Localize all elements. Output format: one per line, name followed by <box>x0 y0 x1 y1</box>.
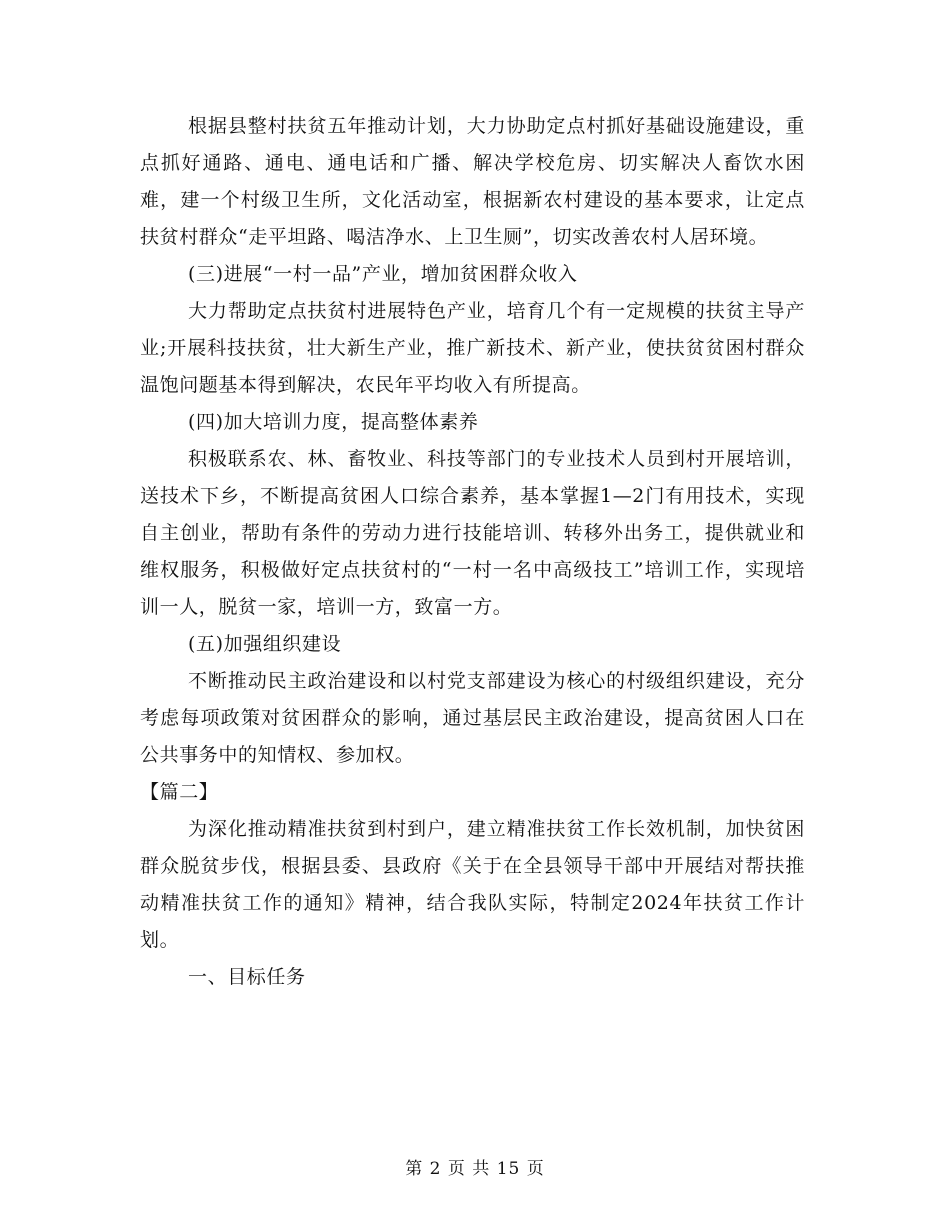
paragraph-plan-intro: 为深化推动精准扶贫到村到户，建立精准扶贫工作长效机制，加快贫困群众脱贫步伐，根据县委、县政府《关于在全县领导干部中开展结对帮扶推动精准扶贫工作的通知》精神，结合我队实际，特制定2024年扶贫工作计划。 <box>140 818 805 951</box>
part-heading-2: 【篇二】 <box>140 781 219 803</box>
paragraph-industry: 大力帮助定点扶贫村进展特色产业，培育几个有一定规模的扶贫主导产业;开展科技扶贫，壮大新生产业，推广新技术、新产业，使扶贫贫困村群众温饱问题基本得到解决，农民年平均收入有所提高。 <box>140 300 805 396</box>
paragraph-infrastructure: 根据县整村扶贫五年推动计划，大力协助定点村抓好基础设施建设，重点抓好通路、通电、通电话和广播、解决学校危房、切实解决人畜饮水困难，建一个村级卫生所，文化活动室，根据新农村建设的基本要求，让定点扶贫村群众“走平坦路、喝洁净水、上卫生厕”，切实改善农村人居环境。 <box>140 115 805 248</box>
document-body <box>140 108 805 996</box>
section-heading-3: (三)进展“一村一品”产业，增加贫困群众收入 <box>188 263 578 285</box>
page-number-footer: 第 2 页 共 15 页 <box>405 1159 545 1179</box>
section-heading-4: (四)加大培训力度，提高整体素养 <box>188 411 479 433</box>
section-heading-5: (五)加强组织建设 <box>188 633 342 655</box>
paragraph-organization: 不断推动民主政治建设和以村党支部建设为核心的村级组织建设，充分考虑每项政策对贫困群众的影响，通过基层民主政治建设，提高贫困人口在公共事务中的知情权、参加权。 <box>140 670 805 766</box>
paragraph-training: 积极联系农、林、畜牧业、科技等部门的专业技术人员到村开展培训，送技术下乡，不断提高贫困人口综合素养，基本掌握1—2门有用技术，实现自主创业，帮助有条件的劳动力进行技能培训、转移外出务工，提供就业和维权服务，积极做好定点扶贫村的“一村一名中高级技工”培训工作，实现培训一人，脱贫一家，培训一方，致富一方。 <box>140 448 805 618</box>
section-heading-goals: 一、目标任务 <box>188 966 306 988</box>
